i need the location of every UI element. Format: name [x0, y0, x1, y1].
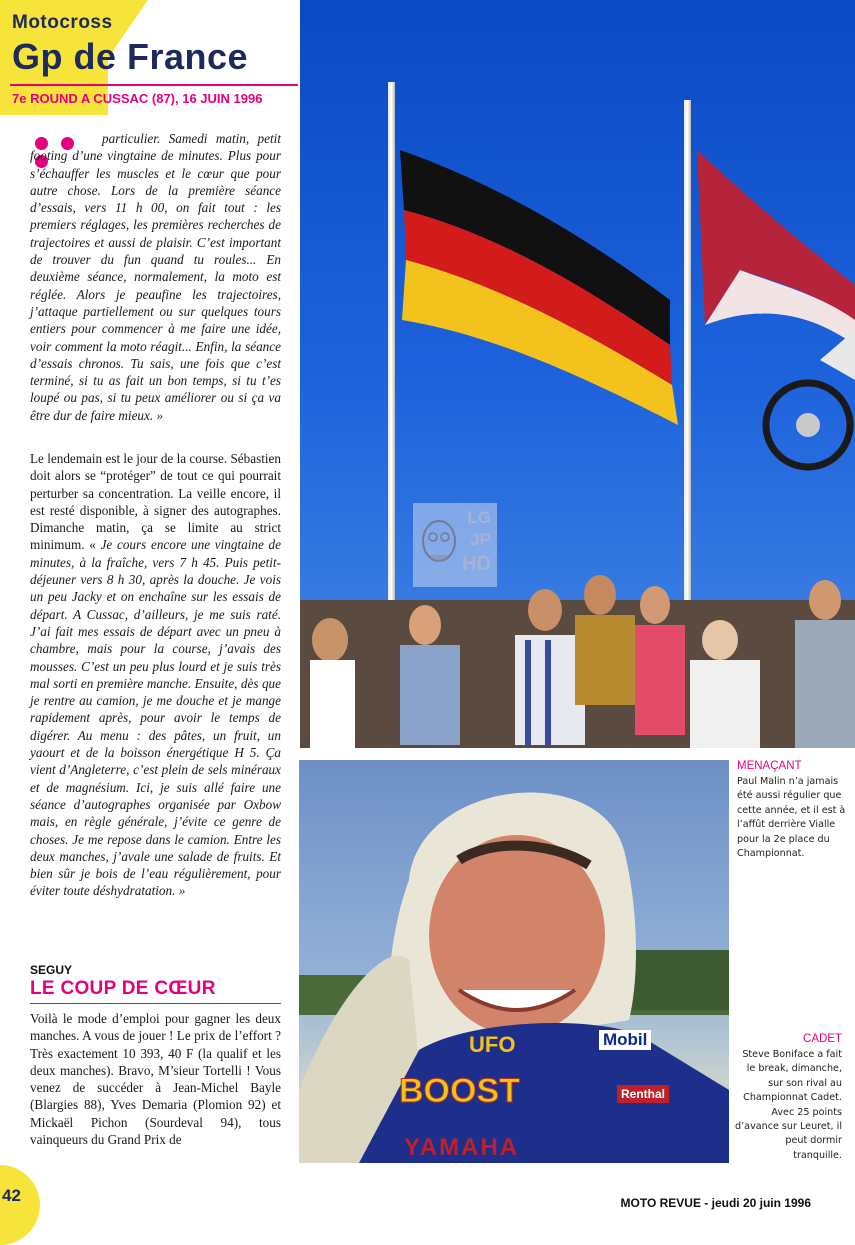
magazine-footer: MOTO REVUE - jeudi 20 juin 1996 — [620, 1196, 811, 1210]
section-title: LE COUP DE CŒUR — [30, 978, 216, 999]
caption-body: Paul Malin n’a jamais été aussi régulier que cette année, et il est à l’affût derrière Vialle pour la 2e place du Championnat. — [737, 776, 846, 860]
paragraph-text: particulier. Samedi matin, petit footing d’une vingtaine de minutes. Plus pour s’échauffer les muscles et le cœur que pour autre chose. Lors de la première séance d’essais, vers 11 h 00, on fait tout : les premiers réglages, les premières recherches de trajectoires et aussi de plaisir. C’est important de trouver du fun quand tu roules... En deuxième séance, normalement, la moto est réglée. Alors je peaufine les trajectoires, j’attaque partiellement ou sur quelques tours entiers pour commencer à me faire une idée, voir comment la moto réagit... Enfin, la séance d’essais chronos. Tu sais, une fois que c’est terminé, si tu as fait un bon temps, si tu t’es loupé ou pas, si tu peux améliorer ou si ça va être dur de faire mieux. » — [30, 131, 281, 423]
watermark-line: LG — [467, 508, 491, 527]
sponsor-ufo: UFO — [469, 1032, 516, 1057]
paragraph-text: Voilà le mode d’emploi pour gagner les deux manches. A vous de jouer ! Le prix de l’effort ? Très exactement 10 393, 40 F (la qualif et les deux manches). Bravo, M’sieur Tortelli ! Vous venez de succéder à Jean-Michel Bayle (Blargies 88), Yves Demaria (Plomion 92) et Mickaël Pichon (Sourdeval 94), tous vainqueurs du Grand Prix de — [30, 1011, 281, 1148]
caption-title: CADET — [803, 1033, 842, 1045]
sponsor-boost: BOOST — [399, 1072, 520, 1110]
paragraph-text — [30, 450, 281, 900]
watermark-logo — [413, 503, 497, 587]
article-paragraph — [30, 1010, 281, 1148]
flags-photo — [300, 0, 855, 748]
caption-body: Steve Boniface a fait le break, dimanche, sur son rival au Championnat Cadet. Avec 25 points d’avance sur Leuret, il peut dormir tranquille. — [735, 1049, 842, 1161]
rider-portrait-photo — [299, 760, 729, 1163]
paragraph-quote: Je cours encore une vingtaine de minutes, à la fraîche, vers 7 h 45. Puis petit-déjeuner vers 8 h 30, après la douche. Je vois un peu Jacky et on enchaîne sur les essais de départ. A Cussac, d’ailleurs, je me suis raté. J’ai fait mes essais de départ avec un pneu à chambre, mais pour la course, j’avais des mousses. C’est un peu plus lourd et je suis très mal sorti en première manche. Ensuite, dès que je rentre au camion, je me douche et je mange rapidement après, pour avoir le temps de digérer. Au menu : des pâtes, un fruit, un yaourt et de la boisson énergétique H 5. Ça vient d’Angleterre, c’est plein de sels minéraux et de magnésium. Ici, je suis allé faire une séance d’autographes organisée par Oxbow mais, en règle générale, j’évite ce genre de choses. Je me repose dans le camion. Entre les deux manches, j’avale une salade de fruits. Et bien sûr je bois de l’eau régulièrement, pour éviter toute déshydratation. » — [30, 537, 281, 899]
sponsor-renthal: Renthal — [617, 1085, 669, 1103]
page-number: 42 — [2, 1186, 21, 1205]
paragraph-intro: Le lendemain est le jour de la course. Sébastien doit alors se “protéger” de tout ce qui pourrait perturber sa concentration. La veille encore, il est resté disponible, à signer des autographes. Dimanche matin, ça se limite au strict minimum. « — [30, 451, 281, 553]
sponsor-mobil: Mobil — [599, 1030, 651, 1050]
article-paragraph — [30, 450, 281, 900]
section-label: SEGUY — [30, 963, 73, 977]
section-divider — [30, 1003, 281, 1004]
caricature-icon — [417, 511, 465, 581]
event-subtitle: 7e ROUND A CUSSAC (87), 16 JUIN 1996 — [12, 91, 263, 106]
caption-title: MENAÇANT — [737, 760, 802, 772]
watermark-line: HD — [462, 553, 491, 575]
section-kicker: Motocross — [12, 12, 113, 33]
header-divider — [10, 84, 298, 86]
watermark-line: JP — [470, 530, 491, 549]
sponsor-yamaha: YAMAHA — [404, 1134, 520, 1161]
page-title: Gp de France — [12, 36, 249, 77]
flags-illustration — [300, 0, 855, 748]
article-paragraph — [30, 130, 281, 424]
